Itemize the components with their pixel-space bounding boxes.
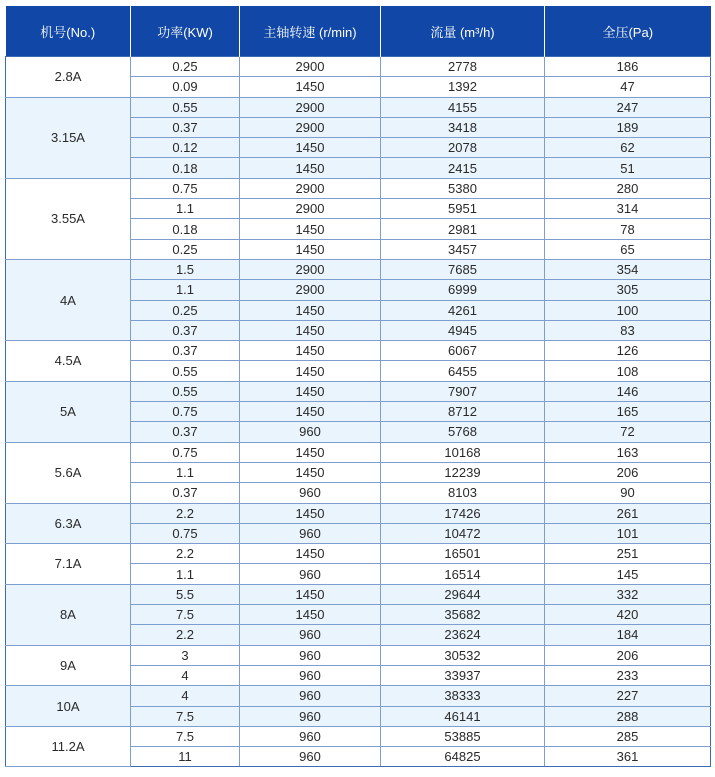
cell-flow: 3457 (381, 239, 545, 259)
cell-flow: 16501 (381, 544, 545, 564)
cell-speed: 1450 (240, 584, 381, 604)
cell-flow: 53885 (381, 726, 545, 746)
cell-speed: 1450 (240, 239, 381, 259)
cell-power: 0.37 (131, 422, 240, 442)
cell-flow: 4945 (381, 320, 545, 340)
cell-speed: 960 (240, 625, 381, 645)
header-pressure: 全压(Pa) (545, 6, 711, 57)
cell-model: 2.8A (6, 57, 131, 98)
cell-speed: 960 (240, 665, 381, 685)
cell-pressure: 146 (545, 381, 711, 401)
cell-power: 1.1 (131, 564, 240, 584)
cell-pressure: 47 (545, 77, 711, 97)
cell-flow: 7685 (381, 259, 545, 279)
cell-pressure: 420 (545, 605, 711, 625)
cell-model: 8A (6, 584, 131, 645)
cell-power: 1.1 (131, 462, 240, 482)
cell-pressure: 206 (545, 645, 711, 665)
cell-pressure: 280 (545, 178, 711, 198)
table-row (6, 686, 711, 706)
cell-pressure: 354 (545, 259, 711, 279)
cell-pressure: 72 (545, 422, 711, 442)
cell-pressure: 186 (545, 57, 711, 77)
cell-flow: 33937 (381, 665, 545, 685)
cell-model: 4A (6, 259, 131, 340)
table-row (6, 645, 711, 665)
cell-pressure: 261 (545, 503, 711, 523)
cell-power: 0.37 (131, 483, 240, 503)
header-flow: 流量 (m³/h) (381, 6, 545, 57)
cell-flow: 30532 (381, 645, 545, 665)
cell-pressure: 227 (545, 686, 711, 706)
cell-model: 4.5A (6, 341, 131, 382)
cell-power: 0.37 (131, 341, 240, 361)
cell-power: 1.1 (131, 199, 240, 219)
table-row (6, 341, 711, 361)
cell-speed: 960 (240, 726, 381, 746)
cell-pressure: 101 (545, 523, 711, 543)
cell-power: 0.37 (131, 320, 240, 340)
cell-flow: 10472 (381, 523, 545, 543)
cell-speed: 960 (240, 523, 381, 543)
cell-model: 7.1A (6, 544, 131, 585)
cell-speed: 2900 (240, 259, 381, 279)
cell-flow: 3418 (381, 117, 545, 137)
header-power: 功率(KW) (131, 6, 240, 57)
cell-pressure: 251 (545, 544, 711, 564)
cell-power: 0.25 (131, 300, 240, 320)
cell-power: 0.12 (131, 138, 240, 158)
cell-model: 5A (6, 381, 131, 442)
cell-power: 0.75 (131, 402, 240, 422)
header-row (6, 6, 711, 57)
cell-flow: 16514 (381, 564, 545, 584)
cell-flow: 23624 (381, 625, 545, 645)
cell-power: 4 (131, 665, 240, 685)
cell-speed: 1450 (240, 320, 381, 340)
cell-speed: 960 (240, 645, 381, 665)
cell-flow: 5768 (381, 422, 545, 442)
cell-speed: 960 (240, 422, 381, 442)
cell-flow: 8712 (381, 402, 545, 422)
cell-power: 0.75 (131, 178, 240, 198)
cell-flow: 2981 (381, 219, 545, 239)
cell-pressure: 288 (545, 706, 711, 726)
cell-model: 9A (6, 645, 131, 686)
cell-speed: 1450 (240, 544, 381, 564)
cell-speed: 1450 (240, 77, 381, 97)
cell-pressure: 83 (545, 320, 711, 340)
cell-speed: 1450 (240, 605, 381, 625)
cell-flow: 12239 (381, 462, 545, 482)
cell-power: 0.18 (131, 158, 240, 178)
cell-speed: 1450 (240, 381, 381, 401)
cell-speed: 1450 (240, 462, 381, 482)
cell-pressure: 184 (545, 625, 711, 645)
cell-flow: 64825 (381, 747, 545, 767)
header-speed: 主轴转速 (r/min) (240, 6, 381, 57)
cell-speed: 960 (240, 747, 381, 767)
cell-flow: 6455 (381, 361, 545, 381)
cell-pressure: 233 (545, 665, 711, 685)
cell-speed: 1450 (240, 158, 381, 178)
cell-speed: 960 (240, 483, 381, 503)
cell-pressure: 62 (545, 138, 711, 158)
header-model: 机号(No.) (6, 6, 131, 57)
cell-model: 3.55A (6, 178, 131, 259)
cell-power: 0.25 (131, 57, 240, 77)
cell-model: 3.15A (6, 97, 131, 178)
cell-flow: 4261 (381, 300, 545, 320)
cell-power: 0.37 (131, 117, 240, 137)
cell-speed: 2900 (240, 199, 381, 219)
cell-power: 5.5 (131, 584, 240, 604)
cell-flow: 35682 (381, 605, 545, 625)
cell-flow: 8103 (381, 483, 545, 503)
cell-speed: 2900 (240, 57, 381, 77)
cell-pressure: 65 (545, 239, 711, 259)
cell-pressure: 361 (545, 747, 711, 767)
cell-flow: 29644 (381, 584, 545, 604)
cell-flow: 7907 (381, 381, 545, 401)
cell-flow: 46141 (381, 706, 545, 726)
cell-flow: 6999 (381, 280, 545, 300)
cell-power: 1.5 (131, 259, 240, 279)
cell-power: 0.55 (131, 381, 240, 401)
cell-pressure: 285 (545, 726, 711, 746)
cell-pressure: 189 (545, 117, 711, 137)
table-row (6, 544, 711, 564)
cell-model: 11.2A (6, 726, 131, 767)
table-row (6, 97, 711, 117)
cell-speed: 1450 (240, 341, 381, 361)
table-row (6, 726, 711, 746)
cell-pressure: 163 (545, 442, 711, 462)
cell-flow: 2778 (381, 57, 545, 77)
cell-speed: 1450 (240, 503, 381, 523)
table-row (6, 442, 711, 462)
table-row (6, 259, 711, 279)
cell-power: 0.55 (131, 97, 240, 117)
cell-power: 0.55 (131, 361, 240, 381)
cell-flow: 5380 (381, 178, 545, 198)
cell-power: 0.09 (131, 77, 240, 97)
cell-pressure: 165 (545, 402, 711, 422)
cell-power: 3 (131, 645, 240, 665)
cell-speed: 1450 (240, 300, 381, 320)
cell-power: 2.2 (131, 625, 240, 645)
cell-power: 2.2 (131, 503, 240, 523)
cell-power: 4 (131, 686, 240, 706)
cell-flow: 5951 (381, 199, 545, 219)
cell-power: 7.5 (131, 605, 240, 625)
table-row (6, 381, 711, 401)
cell-pressure: 314 (545, 199, 711, 219)
cell-flow: 1392 (381, 77, 545, 97)
cell-speed: 960 (240, 686, 381, 706)
cell-pressure: 100 (545, 300, 711, 320)
cell-pressure: 247 (545, 97, 711, 117)
fan-spec-table (5, 6, 711, 767)
cell-speed: 1450 (240, 219, 381, 239)
cell-speed: 1450 (240, 402, 381, 422)
cell-power: 11 (131, 747, 240, 767)
cell-model: 6.3A (6, 503, 131, 544)
cell-pressure: 126 (545, 341, 711, 361)
table-row (6, 57, 711, 77)
cell-pressure: 108 (545, 361, 711, 381)
cell-pressure: 305 (545, 280, 711, 300)
cell-speed: 2900 (240, 117, 381, 137)
cell-power: 2.2 (131, 544, 240, 564)
cell-flow: 38333 (381, 686, 545, 706)
cell-speed: 2900 (240, 280, 381, 300)
cell-flow: 6067 (381, 341, 545, 361)
cell-model: 10A (6, 686, 131, 727)
cell-speed: 960 (240, 564, 381, 584)
cell-power: 0.75 (131, 523, 240, 543)
cell-pressure: 332 (545, 584, 711, 604)
cell-power: 1.1 (131, 280, 240, 300)
table-row (6, 584, 711, 604)
cell-power: 7.5 (131, 706, 240, 726)
cell-flow: 4155 (381, 97, 545, 117)
cell-flow: 10168 (381, 442, 545, 462)
cell-power: 0.25 (131, 239, 240, 259)
cell-speed: 2900 (240, 178, 381, 198)
cell-model: 5.6A (6, 442, 131, 503)
cell-pressure: 145 (545, 564, 711, 584)
cell-pressure: 78 (545, 219, 711, 239)
table-row (6, 503, 711, 523)
cell-power: 0.18 (131, 219, 240, 239)
table-row (6, 178, 711, 198)
cell-pressure: 90 (545, 483, 711, 503)
cell-flow: 2415 (381, 158, 545, 178)
table-body (6, 57, 711, 767)
cell-power: 7.5 (131, 726, 240, 746)
cell-speed: 2900 (240, 97, 381, 117)
cell-speed: 1450 (240, 442, 381, 462)
cell-flow: 2078 (381, 138, 545, 158)
cell-flow: 17426 (381, 503, 545, 523)
cell-speed: 1450 (240, 361, 381, 381)
cell-speed: 1450 (240, 138, 381, 158)
cell-power: 0.75 (131, 442, 240, 462)
cell-pressure: 51 (545, 158, 711, 178)
cell-pressure: 206 (545, 462, 711, 482)
cell-speed: 960 (240, 706, 381, 726)
